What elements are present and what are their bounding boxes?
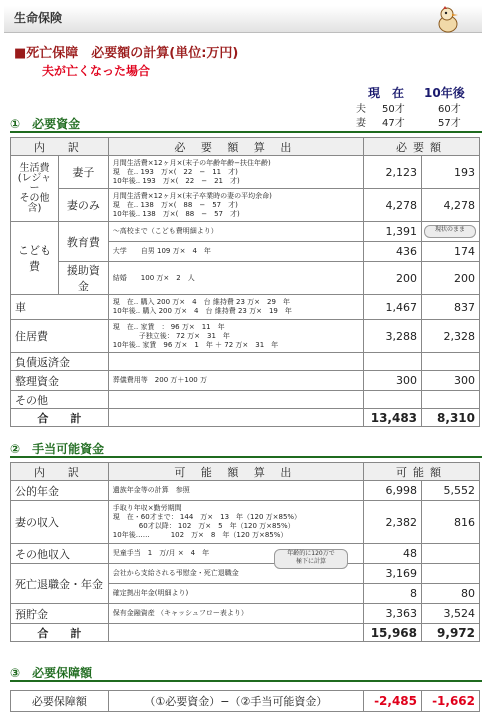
total-now: 13,483 [364,409,422,427]
table-row [11,262,480,295]
note-bubble: 現状のまま [424,225,476,238]
table-row [11,353,480,371]
other-label: その他 [11,391,109,409]
support-now: 200 [364,262,422,295]
header-item: 内 訳 [11,138,109,156]
savings-calc: 保有金融資産 （キャッシュフロー表より） [108,604,363,624]
edu-later: 174 [422,242,480,262]
living-wife-calc: 月間生活費×12ヶ月×(末子卒業時の妻の平均余命) 現 在.. 138 万×( 88 − 57 才) 10年後.. 138 万×( 88 − 57 才) [108,189,363,222]
arrange-label: 整理資金 [11,371,109,391]
arrange-later: 300 [422,371,480,391]
available-funds-table [10,462,480,642]
wife-income-now: 2,382 [364,501,422,544]
total-label: 合 計 [11,624,109,642]
housing-now: 3,288 [364,320,422,353]
retire-now-2: 8 [364,584,422,604]
sub-title: 夫が亡くなった場合 [42,64,151,78]
edu-calc-1: 〜高校まで（こども費明細より） [108,222,363,242]
header-amount: 必要額 [364,138,480,156]
car-later: 837 [422,295,480,320]
header-bar [4,6,482,33]
section1-underline [10,131,482,133]
wife-income-calc: 手取り年収×勤労期間 現 在・60才まで： 144 万× 13 年（120 万×85%） 60才以降： 102 万× 5 年（120 万×85%） 10年後…… 102 万× 8 年（120 万×85%） [108,501,363,544]
living-label: 生活費 (レジャー その他 含) [11,156,59,222]
wife-income-later: 816 [422,501,480,544]
living-child-calc: 月間生活費×12ヶ月×(末子の年齢年齢−扶住年齢) 現 在.. 193 万×( 22 − 11 才) 10年後.. 193 万×( 22 − 21 才) [108,156,363,189]
header-amount: 可能額 [364,463,480,481]
section3-underline [10,680,482,682]
bird-mascot-icon [432,4,462,34]
header-calc: 可 能 額 算 出 [108,463,363,481]
husband-label: 夫 [356,104,366,115]
table-row [11,501,480,544]
table-row [11,222,480,242]
living-wife-now: 4,278 [364,189,422,222]
total-label: 合 計 [11,409,109,427]
housing-label: 住居費 [11,320,109,353]
retire-calc-2: 確定拠出年金(明細より) [108,584,363,604]
savings-label: 預貯金 [11,604,109,624]
living-child-later: 193 [422,156,480,189]
retire-later-2: 80 [422,584,480,604]
coverage-table [10,690,480,712]
wife-label: 妻 [356,118,366,129]
car-now: 1,467 [364,295,422,320]
debt-label: 負債返済金 [11,353,109,371]
col-later-heading: 10年後 [424,86,465,100]
main-title: ■死亡保障 必要額の計算(単位:万円) [14,46,239,61]
edu-now-2: 436 [364,242,422,262]
note-bubble: 年齢的に120万で 極下に計算 [274,549,348,569]
section3-heading: ③ 必要保障額 [10,666,93,680]
savings-later: 3,524 [422,604,480,624]
table-row [11,691,480,712]
arrange-calc: 葬儀費用等 200 万＋100 万 [108,371,363,391]
table-header-row [11,463,480,481]
coverage-calc: （①必要資金）−（②手当可能資金） [108,691,363,712]
total-row [11,624,480,642]
coverage-now: -2,485 [364,691,422,712]
header-title: 生命保険 [14,11,63,25]
retire-calc-1: 会社から支給される弔慰金・死亡退職金 [108,564,363,584]
edu-now-1: 1,391 [364,222,422,242]
edu-label: 教育費 [58,222,108,262]
section1-heading: ① 必要資金 [10,117,81,131]
support-label: 援助資金 [58,262,108,295]
other-income-calc: 児童手当 1 万/月 × 4 年 [108,544,363,564]
coverage-later: -1,662 [422,691,480,712]
car-calc: 現 在.. 購入 200 万× 4 台 維持費 23 万× 29 年 10年後.. 購入 200 万× 4 台 維持費 23 万× 19 年 [108,295,363,320]
table-row [11,564,480,584]
table-row [11,320,480,353]
edu-calc-2: 大学 自男 109 万× 4 年 [108,242,363,262]
retire-now-1: 3,169 [364,564,422,584]
table-header-row [11,138,480,156]
header-calc: 必 要 額 算 出 [108,138,363,156]
section2-underline [10,456,482,458]
other-income-now: 48 [364,544,422,564]
table-row [11,481,480,501]
coverage-label: 必要保障額 [11,691,109,712]
living-child-now: 2,123 [364,156,422,189]
savings-now: 3,363 [364,604,422,624]
required-funds-table [10,137,480,427]
table-row [11,604,480,624]
support-calc: 結婚 100 万× 2 人 [108,262,363,295]
living-child-label: 妻子 [58,156,108,189]
table-row [11,156,480,189]
husband-later-age: 60才 [438,104,461,115]
support-later: 200 [422,262,480,295]
table-row [11,391,480,409]
pension-label: 公的年金 [11,481,109,501]
housing-later: 2,328 [422,320,480,353]
total-now: 15,968 [364,624,422,642]
table-row [11,544,480,564]
living-wife-label: 妻のみ [58,189,108,222]
total-row [11,409,480,427]
wife-now-age: 47才 [382,118,405,129]
living-wife-later: 4,278 [422,189,480,222]
retire-label: 死亡退職金・年金 [11,564,109,604]
car-label: 車 [11,295,109,320]
husband-now-age: 50才 [382,104,405,115]
wife-income-label: 妻の収入 [11,501,109,544]
table-row [11,295,480,320]
other-income-label: その他収入 [11,544,109,564]
header-item: 内 訳 [11,463,109,481]
col-now-heading: 現 在 [368,86,405,100]
table-row [11,189,480,222]
pension-later: 5,552 [422,481,480,501]
section2-heading: ② 手当可能資金 [10,442,105,456]
total-later: 8,310 [422,409,480,427]
table-row [11,371,480,391]
arrange-now: 300 [364,371,422,391]
total-later: 9,972 [422,624,480,642]
housing-calc: 現 在.. 家賃 ： 96 万× 11 年 子独立後： 72 万× 31 年 10年後.. 家賃 96 万× 1 年 ＋ 72 万× 31 年 [108,320,363,353]
wife-later-age: 57才 [438,118,461,129]
pension-calc: 遺族年金等の計算 参照 [108,481,363,501]
pension-now: 6,998 [364,481,422,501]
child-label: こども費 [11,222,59,295]
